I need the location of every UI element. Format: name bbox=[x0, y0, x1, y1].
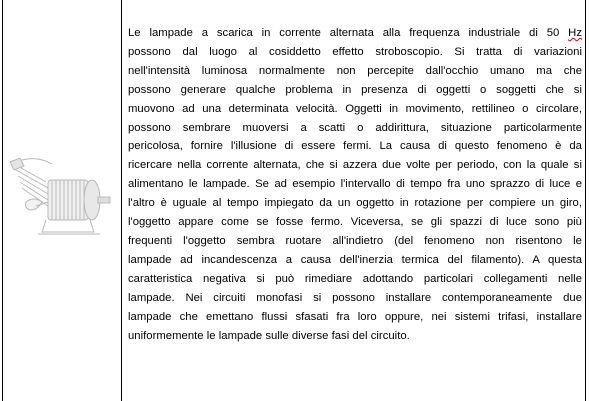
motor-lamp-illustration bbox=[8, 158, 116, 240]
motor-lamp-icon bbox=[8, 158, 116, 240]
paragraph-line: l'oggetto appare come se fosse fermo. Viceversa, se gli spazzi di luce sono più bbox=[128, 216, 582, 229]
table-border-right bbox=[585, 0, 586, 401]
paragraph-line: possono sembrare muoversi a scatti o addirittura, situazione particolarmente bbox=[128, 121, 582, 134]
paragraph-line: caratteristica negativa si può rimediare adottando particolari collegamenti nelle bbox=[128, 272, 582, 285]
spellcheck-word: Hz bbox=[568, 27, 582, 39]
paragraph-line: lampade. Nei circuiti monofasi si possono installare contemporaneamente due bbox=[128, 291, 582, 304]
table-border-left bbox=[2, 0, 3, 401]
paragraph-line: Le lampade a scarica in corrente alternata alla frequenza industriale di 50 Hz bbox=[128, 27, 582, 39]
paragraph-line: lampade ad incandescenza a causa dell'inerzia termica del filamento). A questa bbox=[128, 253, 582, 266]
paragraph-line: ricercare nella corrente alternata, che si azzera due volte per periodo, con la quale si bbox=[128, 159, 582, 172]
paragraph-line: l'altro è uguale al tempo impiegato da un oggetto in rotazione per compiere un giro, bbox=[128, 197, 582, 210]
paragraph-line: muovono ad una determinata velocità. Oggetti in movimento, rettilineo o circolare, bbox=[128, 102, 582, 115]
paragraph-text bbox=[128, 24, 582, 345]
paragraph-line: alimentano le lampade. Se ad esempio l'intervallo di tempo fra uno sprazzo di luce e bbox=[128, 178, 582, 191]
table-column-divider bbox=[121, 0, 122, 401]
paragraph-line: lampade che emettano flussi sfasati fra loro oppure, nei sistemi trifasi, installare bbox=[128, 310, 582, 323]
paragraph-line: pericolosa, fornire l'illusione di essere fermi. La causa di questo fenomeno è da bbox=[128, 140, 582, 153]
paragraph-line: possono dal luogo al cosiddetto effetto stroboscopio. Si tratta di variazioni bbox=[128, 45, 582, 58]
paragraph-line: uniformemente le lampade sulle diverse fasi del circuito. bbox=[128, 329, 410, 342]
paragraph-line: possono generare qualche problema in presenza di oggetti o soggetti che si bbox=[128, 83, 582, 96]
paragraph-line: frequenti l'oggetto sembra ruotare all'indietro (del fenomeno non risentono le bbox=[128, 234, 582, 247]
paragraph-line: nell'intensità luminosa normalmente non percepite dall'occhio umano ma che bbox=[128, 64, 582, 77]
